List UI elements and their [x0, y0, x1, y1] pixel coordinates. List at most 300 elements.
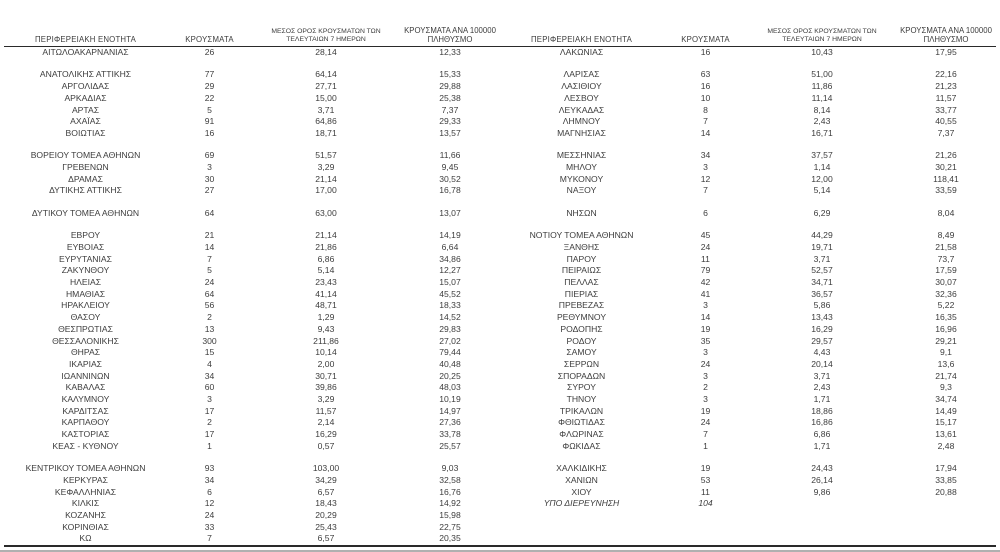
- header-avg7-left: ΜΕΣΟΣ ΟΡΟΣ ΚΡΟΥΣΜΑΤΩΝ ΤΩΝ ΤΕΛΕΥΤΑΙΩΝ 7 ΗΜΕΡΩΝ: [252, 0, 400, 47]
- avg-7day-right: 2,43: [813, 382, 831, 393]
- cases-count-right: 79: [700, 265, 711, 276]
- cases-count-left: 24: [204, 277, 215, 287]
- region-name-right: ΛΑΚΩΝΙΑΣ: [559, 47, 604, 57]
- cases-count-right: 24: [700, 241, 711, 252]
- region-name-left: ΚΕΡΚΥΡΑΣ: [63, 474, 108, 485]
- spacer-row: [4, 59, 996, 70]
- avg-7day-right: [748, 533, 896, 546]
- avg-7day-right: 3,71: [813, 253, 831, 264]
- cases-count-left: 3: [207, 162, 212, 172]
- cases-count-left: 91: [204, 116, 215, 127]
- table-row: [4, 150, 996, 162]
- table-row: [4, 162, 996, 174]
- cases-count-right: 53: [700, 474, 711, 485]
- region-name-left: ΚΩ: [79, 533, 92, 544]
- cases-count-right: 24: [700, 358, 711, 369]
- avg-7day-left: 103,00: [312, 463, 340, 474]
- region-name-right: ΡΟΔΟΥ: [566, 335, 597, 346]
- avg-7day-right: 29,57: [811, 335, 833, 346]
- avg-7day-left: 1,29: [317, 312, 335, 323]
- cases-count-right: 8: [703, 104, 708, 115]
- table-row: [4, 336, 996, 348]
- region-name-right: ΛΕΣΒΟΥ: [564, 92, 599, 103]
- region-name-right: ΠΡΕΒΕΖΑΣ: [558, 300, 605, 311]
- avg-7day-left: 39,86: [315, 382, 337, 393]
- cases-per-100k-right: 34,74: [935, 394, 957, 405]
- spacer-cell: [4, 453, 996, 464]
- cases-per-100k-left: 32,58: [439, 474, 461, 485]
- avg-7day-left: 64,14: [315, 69, 337, 80]
- region-name-left: ΑΡΤΑΣ: [71, 104, 100, 115]
- cases-count-right: 14: [700, 312, 711, 323]
- avg-7day-left: 6,86: [317, 253, 335, 264]
- cases-per-100k-right: 2,48: [937, 440, 955, 451]
- avg-7day-right: 36,57: [811, 288, 833, 299]
- cases-per-100k-left: 29,88: [439, 81, 461, 92]
- header-per100k-left: ΚΡΟΥΣΜΑΤΑ ΑΝΑ 100000 ΠΛΗΘΥΣΜΟ: [400, 0, 500, 47]
- cases-per-100k-left: 14,92: [439, 498, 461, 509]
- avg-7day-right: 1,71: [813, 394, 831, 405]
- region-name-right: ΜΥΚΟΝΟΥ: [559, 173, 604, 184]
- cases-count-left: 2: [207, 312, 212, 323]
- cases-per-100k-right: 17,94: [935, 463, 957, 474]
- cases-count-right: 16: [700, 81, 711, 92]
- cases-count-right: 16: [700, 47, 711, 57]
- region-name-left: ΚΕΦΑΛΛΗΝΙΑΣ: [54, 486, 117, 497]
- region-name-left: ΑΙΤΩΛΟΑΚΑΡΝΑΝΙΑΣ: [42, 47, 129, 57]
- cases-count-left: 2: [207, 417, 212, 428]
- region-name-right: ΧΙΟΥ: [571, 486, 592, 497]
- table-row: [4, 128, 996, 140]
- cases-count-right: 12: [700, 173, 711, 184]
- cases-count-left: 1: [207, 440, 212, 451]
- region-name-left: ΒΟΡΕΙΟΥ ΤΟΜΕΑ ΑΘΗΝΩΝ: [30, 150, 141, 161]
- region-name-right: ΧΑΛΚΙΔΙΚΗΣ: [556, 463, 607, 474]
- cases-count-left: 22: [204, 92, 215, 103]
- avg-7day-left: 6,57: [317, 486, 335, 497]
- cases-count-left: 21: [204, 230, 215, 241]
- region-name-left: ΖΑΚΥΝΘΟΥ: [61, 265, 110, 276]
- avg-7day-right: 6,29: [813, 207, 831, 218]
- region-name-right: ΜΕΣΣΗΝΙΑΣ: [556, 150, 607, 161]
- header-per100k-right: ΚΡΟΥΣΜΑΤΑ ΑΝΑ 100000 ΠΛΗΘΥΣΜΟ: [896, 0, 996, 47]
- region-name-left: ΘΕΣΠΡΩΤΙΑΣ: [58, 323, 113, 334]
- table-row: [4, 394, 996, 406]
- cases-per-100k-right: 30,07: [935, 277, 957, 287]
- spacer-row: [4, 197, 996, 208]
- cases-per-100k-left: 20,25: [439, 370, 461, 381]
- cases-count-left: 93: [204, 463, 215, 474]
- region-name-left: ΚΑΛΥΜΝΟΥ: [61, 394, 110, 405]
- cases-per-100k-left: 15,07: [439, 277, 461, 287]
- cases-per-100k-left: 27,02: [439, 335, 461, 346]
- table-row: [4, 359, 996, 371]
- avg-7day-right: 11,14: [811, 92, 833, 103]
- cases-count-left: 26: [204, 47, 215, 57]
- cases-per-100k-right: 73,7: [937, 253, 955, 264]
- cases-count-left: 17: [204, 405, 215, 416]
- region-name-left: ΔΥΤΙΚΟΥ ΤΟΜΕΑ ΑΘΗΝΩΝ: [31, 207, 140, 218]
- avg-7day-right: 34,71: [811, 277, 833, 287]
- region-name-right: ΛΗΜΝΟΥ: [562, 116, 601, 127]
- header-avg7-right: ΜΕΣΟΣ ΟΡΟΣ ΚΡΟΥΣΜΑΤΩΝ ΤΩΝ ΤΕΛΕΥΤΑΙΩΝ 7 ΗΜΕΡΩΝ: [748, 0, 896, 47]
- cases-per-100k-left: 12,33: [439, 47, 461, 57]
- region-name-left: ΑΡΓΟΛΙΔΑΣ: [61, 81, 110, 92]
- avg-7day-left: 25,43: [315, 521, 337, 532]
- region-name-left: ΕΥΡΥΤΑΝΙΑΣ: [59, 253, 112, 264]
- avg-7day-left: 3,29: [317, 394, 335, 405]
- spacer-row: [4, 453, 996, 464]
- cases-count-left: 56: [204, 300, 215, 311]
- cases-per-100k-left: 30,52: [439, 173, 461, 184]
- spacer-row: [4, 140, 996, 151]
- cases-count-right: 2: [703, 382, 708, 393]
- cases-count-left: 30: [204, 173, 215, 184]
- avg-7day-left: 2,00: [317, 358, 335, 369]
- cases-count-left: 60: [204, 382, 215, 393]
- table-row: [4, 429, 996, 441]
- region-name-right: ΛΑΡΙΣΑΣ: [563, 69, 600, 80]
- region-name-left: ΓΡΕΒΕΝΩΝ: [62, 162, 109, 172]
- avg-7day-left: 41,14: [315, 288, 337, 299]
- region-name-right: ΛΑΣΙΘΙΟΥ: [561, 81, 602, 92]
- cases-count-right: 11: [701, 486, 710, 497]
- table-row: [4, 417, 996, 429]
- cases-count-left: 15: [204, 347, 215, 358]
- cases-per-100k-right: 7,37: [937, 127, 955, 138]
- cases-count-left: 24: [204, 510, 215, 521]
- cases-per-100k-left: 9,45: [441, 162, 459, 172]
- cases-count-right: 19: [700, 323, 711, 334]
- region-name-right: ΣΠΟΡΑΔΩΝ: [557, 370, 606, 381]
- table-row: [4, 69, 996, 81]
- table-row: [4, 522, 996, 534]
- avg-7day-left: 21,14: [315, 230, 337, 241]
- cases-per-100k-right: 33,77: [935, 104, 957, 115]
- regional-cases-table: [4, 0, 996, 547]
- region-name-left: ΚΟΡΙΝΘΙΑΣ: [62, 521, 109, 532]
- cases-count-left: 3: [207, 394, 212, 405]
- region-name-left: ΑΡΚΑΔΙΑΣ: [64, 92, 107, 103]
- cases-count-right: 35: [700, 335, 711, 346]
- avg-7day-right: 13,43: [811, 312, 833, 323]
- cases-count-left: 5: [207, 104, 212, 115]
- table-row: [4, 347, 996, 359]
- table-row: [4, 406, 996, 418]
- spacer-row: [4, 220, 996, 231]
- avg-7day-right: 20,14: [811, 358, 833, 369]
- avg-7day-left: 9,43: [317, 323, 335, 334]
- region-name-left: ΚΕΝΤΡΙΚΟΥ ΤΟΜΕΑ ΑΘΗΝΩΝ: [25, 463, 146, 474]
- cases-count-left: 34: [204, 474, 215, 485]
- region-name-left: ΚΟΖΑΝΗΣ: [65, 510, 106, 521]
- avg-7day-left: 15,00: [315, 92, 337, 103]
- region-name-right: ΥΠΟ ΔΙΕΡΕΥΝΗΣΗ: [543, 498, 620, 509]
- region-name-left: ΚΕΑΣ - ΚΥΘΝΟΥ: [52, 440, 119, 451]
- region-name-right: ΤΡΙΚΑΛΩΝ: [559, 405, 604, 416]
- cases-per-100k-right: 17,95: [935, 47, 957, 57]
- avg-7day-right: [748, 522, 896, 534]
- table-row: [4, 300, 996, 312]
- cases-count-right: 104: [698, 498, 713, 509]
- avg-7day-left: 48,71: [315, 300, 337, 311]
- region-name-right: ΣΑΜΟΥ: [566, 347, 597, 358]
- region-name-left: ΗΡΑΚΛΕΙΟΥ: [61, 300, 110, 311]
- cases-count-right: 7: [703, 429, 708, 440]
- avg-7day-left: 6,57: [317, 533, 335, 544]
- avg-7day-left: 21,14: [315, 173, 337, 184]
- avg-7day-left: 10,14: [315, 347, 337, 358]
- table-row: [4, 93, 996, 105]
- region-name-left: ΘΕΣΣΑΛΟΝΙΚΗΣ: [52, 335, 119, 346]
- table-row: [4, 254, 996, 266]
- cases-count-left: 6: [207, 486, 212, 497]
- avg-7day-right: 2,43: [813, 116, 831, 127]
- cases-per-100k-left: 13,57: [439, 127, 461, 138]
- cases-count-left: 64: [204, 207, 215, 218]
- cases-count-left: 64: [204, 288, 215, 299]
- region-name-right: ΞΑΝΘΗΣ: [563, 241, 600, 252]
- avg-7day-left: 18,43: [315, 498, 337, 509]
- region-name-right: ΝΑΞΟΥ: [566, 185, 597, 196]
- avg-7day-right: 52,57: [811, 265, 833, 276]
- avg-7day-right: 51,00: [811, 69, 833, 80]
- cases-per-100k-left: 45,52: [439, 288, 461, 299]
- table-row: [4, 208, 996, 220]
- avg-7day-right: 19,71: [811, 241, 833, 252]
- cases-count-left: 13: [204, 323, 215, 334]
- table-row: [4, 265, 996, 277]
- cases-per-100k-left: 40,48: [439, 358, 461, 369]
- cases-per-100k-left: 15,98: [439, 510, 461, 521]
- table-row: [4, 463, 996, 475]
- cases-per-100k-right: 13,61: [935, 429, 957, 440]
- cases-per-100k-right: 17,59: [935, 265, 957, 276]
- spacer-cell: [4, 197, 996, 208]
- table-row: [4, 371, 996, 383]
- region-name-left: ΗΛΕΙΑΣ: [69, 277, 102, 287]
- avg-7day-left: 17,00: [315, 185, 337, 196]
- cases-count-right: 11: [701, 253, 710, 264]
- avg-7day-right: 18,86: [811, 405, 833, 416]
- cases-count-left: 7: [207, 253, 212, 264]
- avg-7day-right: 6,86: [813, 429, 831, 440]
- avg-7day-left: 2,14: [317, 417, 335, 428]
- spacer-cell: [4, 220, 996, 231]
- cases-per-100k-left: 34,86: [439, 253, 461, 264]
- region-name-right: [500, 533, 663, 546]
- avg-7day-left: 27,71: [315, 81, 337, 92]
- cases-per-100k-right: 21,26: [935, 150, 957, 161]
- cases-per-100k-left: 11,66: [439, 150, 461, 161]
- cases-count-right: 63: [700, 69, 711, 80]
- region-name-left: ΚΑΡΠΑΘΟΥ: [61, 417, 110, 428]
- region-name-right: ΦΛΩΡΙΝΑΣ: [559, 429, 604, 440]
- cases-count-right: 1: [703, 440, 708, 451]
- cases-per-100k-right: 29,21: [935, 335, 957, 346]
- avg-7day-right: 16,71: [811, 127, 833, 138]
- cases-count-right: 3: [703, 300, 708, 311]
- region-name-right: [500, 510, 663, 522]
- cases-count-right: [663, 510, 748, 522]
- cases-per-100k-left: 16,78: [439, 185, 461, 196]
- avg-7day-left: 211,86: [313, 335, 339, 346]
- table-row: [4, 475, 996, 487]
- table-row: [4, 533, 996, 546]
- spacer-cell: [4, 59, 996, 70]
- cases-count-left: 69: [204, 150, 215, 161]
- cases-count-right: [663, 522, 748, 534]
- cases-per-100k-right: 8,04: [937, 207, 955, 218]
- cases-count-right: 3: [703, 370, 708, 381]
- region-name-left: ΕΒΡΟΥ: [70, 230, 101, 241]
- avg-7day-right: 10,43: [811, 47, 833, 57]
- avg-7day-right: 12,00: [811, 173, 833, 184]
- table-row: [4, 47, 996, 59]
- table-row: [4, 441, 996, 453]
- table-row: [4, 174, 996, 186]
- cases-count-left: 4: [207, 358, 212, 369]
- cases-per-100k-right: 11,57: [935, 92, 957, 103]
- region-name-left: ΒΟΙΩΤΙΑΣ: [65, 127, 106, 138]
- cases-per-100k-right: 33,85: [935, 474, 957, 485]
- cases-count-right: 7: [703, 116, 708, 127]
- cases-count-left: 300: [202, 335, 217, 346]
- region-name-right: ΦΘΙΩΤΙΔΑΣ: [558, 417, 605, 428]
- cases-per-100k-left: 14,19: [439, 230, 461, 241]
- cases-per-100k-left: 7,37: [441, 104, 459, 115]
- region-name-right: ΜΑΓΝΗΣΙΑΣ: [557, 127, 606, 138]
- avg-7day-left: 21,86: [315, 241, 337, 252]
- cases-per-100k-left: 14,97: [439, 405, 461, 416]
- region-name-right: ΡΟΔΟΠΗΣ: [560, 323, 603, 334]
- region-name-left: ΑΧΑΪΑΣ: [70, 116, 101, 127]
- spacer-cell: [4, 140, 996, 151]
- cases-count-left: 14: [204, 241, 215, 252]
- cases-per-100k-right: 40,55: [935, 116, 957, 127]
- avg-7day-left: 18,71: [315, 127, 337, 138]
- region-name-left: ΑΝΑΤΟΛΙΚΗΣ ΑΤΤΙΚΗΣ: [39, 69, 132, 80]
- cases-per-100k-right: 15,17: [935, 417, 957, 428]
- cases-per-100k-right: 16,96: [935, 323, 957, 334]
- region-name-left: ΚΑΡΔΙΤΣΑΣ: [62, 405, 109, 416]
- table-row: [4, 312, 996, 324]
- cases-count-left: 12: [204, 498, 215, 509]
- cases-per-100k-left: 29,33: [439, 116, 461, 127]
- region-name-left: ΚΑΒΑΛΑΣ: [65, 382, 106, 393]
- avg-7day-right: 9,86: [813, 486, 831, 497]
- table-row: [4, 116, 996, 128]
- avg-7day-left: 16,29: [315, 429, 337, 440]
- cases-count-left: 34: [204, 370, 215, 381]
- region-name-left: ΔΡΑΜΑΣ: [68, 173, 103, 184]
- avg-7day-left: 34,29: [315, 474, 337, 485]
- cases-count-left: 16: [204, 127, 215, 138]
- cases-count-right: 14: [700, 127, 711, 138]
- cases-per-100k-left: 18,33: [439, 300, 461, 311]
- region-name-left: ΔΥΤΙΚΗΣ ΑΤΤΙΚΗΣ: [49, 185, 122, 196]
- cases-per-100k-right: 118,41: [933, 173, 959, 184]
- header-region-left: ΠΕΡΙΦΕΡΕΙΑΚΗ ΕΝΟΤΗΤΑ: [4, 0, 167, 47]
- cases-per-100k-left: 22,75: [439, 521, 461, 532]
- cases-count-right: 42: [700, 277, 711, 287]
- table-row: [4, 105, 996, 117]
- cases-per-100k-left: 6,64: [441, 241, 459, 252]
- cases-count-right: 24: [700, 417, 711, 428]
- avg-7day-left: 64,86: [315, 116, 337, 127]
- table-row: [4, 510, 996, 522]
- cases-per-100k-right: 9,1: [940, 347, 952, 358]
- avg-7day-right: 5,14: [813, 185, 831, 196]
- cases-per-100k-left: 16,76: [439, 486, 461, 497]
- avg-7day-left: 30,71: [315, 370, 337, 381]
- cases-per-100k-right: 30,21: [935, 162, 957, 172]
- cases-per-100k-right: 20,88: [935, 486, 957, 497]
- cases-per-100k-right: [896, 498, 996, 510]
- table-row: [4, 277, 996, 289]
- region-name-right: ΝΟΤΙΟΥ ΤΟΜΕΑ ΑΘΗΝΩΝ: [529, 230, 634, 241]
- cases-per-100k-left: 15,33: [439, 69, 461, 80]
- table-row: [4, 289, 996, 301]
- header-region-right: ΠΕΡΙΦΕΡΕΙΑΚΗ ΕΝΟΤΗΤΑ: [500, 0, 663, 47]
- avg-7day-right: 16,86: [811, 417, 833, 428]
- cases-per-100k-right: 9,3: [940, 382, 952, 393]
- cases-count-right: 19: [700, 405, 711, 416]
- region-name-left: ΕΥΒΟΙΑΣ: [66, 241, 105, 252]
- table-row: [4, 324, 996, 336]
- cases-per-100k-right: 21,74: [935, 370, 957, 381]
- cases-per-100k-left: 25,57: [439, 440, 461, 451]
- cases-count-right: 45: [700, 230, 711, 241]
- avg-7day-left: 11,57: [315, 405, 337, 416]
- avg-7day-left: 3,71: [317, 104, 335, 115]
- avg-7day-right: 1,14: [813, 162, 831, 172]
- avg-7day-left: 63,00: [315, 207, 337, 218]
- region-name-right: ΦΩΚΙΔΑΣ: [562, 440, 601, 451]
- avg-7day-right: 5,86: [813, 300, 831, 311]
- avg-7day-right: 44,29: [811, 230, 833, 241]
- region-name-right: ΛΕΥΚΑΔΑΣ: [558, 104, 605, 115]
- cases-count-right: 6: [703, 207, 708, 218]
- region-name-right: ΜΗΛΟΥ: [565, 162, 598, 172]
- region-name-right: ΣΕΡΡΩΝ: [563, 358, 600, 369]
- cases-per-100k-left: 27,36: [439, 417, 461, 428]
- table-body: [4, 47, 996, 547]
- avg-7day-left: 5,14: [317, 265, 335, 276]
- cases-per-100k-left: 13,07: [439, 207, 461, 218]
- cases-per-100k-right: 14,49: [935, 405, 957, 416]
- cases-per-100k-left: 10,19: [439, 394, 461, 405]
- cases-count-right: 3: [703, 394, 708, 405]
- region-name-left: ΘΗΡΑΣ: [70, 347, 101, 358]
- cases-per-100k-right: 16,35: [935, 312, 957, 323]
- table-row: [4, 382, 996, 394]
- table-header: [4, 0, 996, 47]
- cases-count-right: [663, 533, 748, 546]
- cases-per-100k-right: 21,23: [935, 81, 957, 92]
- avg-7day-right: 8,14: [813, 104, 831, 115]
- region-name-right: ΠΕΛΛΑΣ: [564, 277, 599, 287]
- region-name-right: ΣΥΡΟΥ: [567, 382, 596, 393]
- cases-count-left: 17: [204, 429, 215, 440]
- avg-7day-left: 20,29: [315, 510, 337, 521]
- cases-per-100k-left: 12,27: [439, 265, 461, 276]
- cases-per-100k-right: 33,59: [935, 185, 957, 196]
- cases-per-100k-right: 21,58: [935, 241, 957, 252]
- region-name-right: ΠΙΕΡΙΑΣ: [564, 288, 599, 299]
- avg-7day-right: 11,86: [811, 81, 833, 92]
- avg-7day-left: 23,43: [315, 277, 337, 287]
